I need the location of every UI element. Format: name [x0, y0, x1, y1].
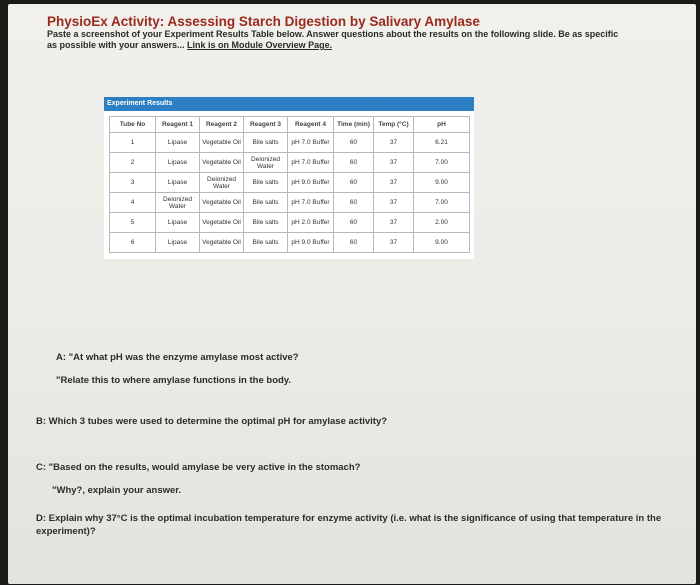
table-cell: Deionized Water: [200, 173, 244, 193]
table-cell: Vegetable Oil: [200, 213, 244, 233]
table-cell: 9.00: [414, 173, 470, 193]
table-row: [110, 193, 470, 213]
table-row: [110, 213, 470, 233]
table-cell: 60: [334, 173, 374, 193]
table-cell: 4: [110, 193, 156, 213]
table-cell: 6: [110, 233, 156, 253]
results-table: [109, 116, 470, 253]
table-cell: 2: [110, 153, 156, 173]
table-cell: Vegetable Oil: [200, 193, 244, 213]
table-cell: pH 7.0 Buffer: [288, 193, 334, 213]
column-header: Reagent 4: [288, 117, 334, 133]
module-overview-link[interactable]: Link is on Module Overview Page.: [187, 40, 333, 50]
column-header: Reagent 1: [156, 117, 200, 133]
table-cell: 1: [110, 133, 156, 153]
table-row: [110, 173, 470, 193]
table-cell: 37: [374, 213, 414, 233]
table-cell: 5: [110, 213, 156, 233]
table-cell: 37: [374, 233, 414, 253]
table-cell: Vegetable Oil: [200, 153, 244, 173]
table-cell: Lipase: [156, 233, 200, 253]
table-cell: Bile salts: [244, 133, 288, 153]
table-cell: pH 7.0 Buffer: [288, 153, 334, 173]
table-header-row: [110, 117, 470, 133]
table-cell: 6.21: [414, 133, 470, 153]
table-cell: Deionized Water: [244, 153, 288, 173]
results-table-title: Experiment Results: [104, 97, 474, 111]
table-cell: 7.00: [414, 193, 470, 213]
table-cell: 60: [334, 213, 374, 233]
table-cell: 37: [374, 153, 414, 173]
table-cell: 37: [374, 173, 414, 193]
table-cell: pH 9.0 Buffer: [288, 233, 334, 253]
instructions-text: Paste a screenshot of your Experiment Results Table below. Answer questions about the results on the following slide. Be as specific as possible with your answers...: [47, 29, 619, 50]
table-row: [110, 233, 470, 253]
table-cell: pH 9.0 Buffer: [288, 173, 334, 193]
table-cell: Lipase: [156, 213, 200, 233]
table-cell: 60: [334, 133, 374, 153]
table-cell: 3: [110, 173, 156, 193]
table-cell: Bile salts: [244, 213, 288, 233]
question-d: D: Explain why 37°C is the optimal incubation temperature for enzyme activity (i.e. what is the significance of using that temperature in the experiment)?: [36, 513, 662, 537]
table-cell: 9.00: [414, 233, 470, 253]
table-cell: pH 2.0 Buffer: [288, 213, 334, 233]
question-a: A: "At what pH was the enzyme amylase most active?: [56, 352, 299, 363]
table-row: [110, 133, 470, 153]
question-a-followup: "Relate this to where amylase functions in the body.: [56, 375, 292, 386]
question-c: C: "Based on the results, would amylase be very active in the stomach?: [36, 462, 361, 473]
table-cell: Lipase: [156, 173, 200, 193]
table-cell: 60: [334, 193, 374, 213]
instructions: [47, 29, 627, 51]
question-b: B: Which 3 tubes were used to determine the optimal pH for amylase activity?: [36, 416, 388, 427]
column-header: Reagent 2: [200, 117, 244, 133]
table-cell: 37: [374, 133, 414, 153]
document-page: [8, 4, 696, 584]
table-cell: 60: [334, 233, 374, 253]
table-cell: 37: [374, 193, 414, 213]
column-header: Temp (°C): [374, 117, 414, 133]
table-cell: 2.00: [414, 213, 470, 233]
table-cell: Bile salts: [244, 233, 288, 253]
question-c-followup: "Why?, explain your answer.: [52, 485, 182, 496]
table-cell: Deionized Water: [156, 193, 200, 213]
column-header: pH: [414, 117, 470, 133]
experiment-results-panel: [104, 97, 474, 259]
table-row: [110, 153, 470, 173]
results-table-body: [104, 111, 474, 259]
table-cell: 7.00: [414, 153, 470, 173]
table-cell: pH 7.0 Buffer: [288, 133, 334, 153]
table-cell: Vegetable Oil: [200, 133, 244, 153]
table-cell: Lipase: [156, 133, 200, 153]
table-cell: 60: [334, 153, 374, 173]
column-header: Tube No: [110, 117, 156, 133]
page-title: PhysioEx Activity: Assessing Starch Digestion by Salivary Amylase: [47, 14, 480, 29]
table-cell: Bile salts: [244, 173, 288, 193]
column-header: Reagent 3: [244, 117, 288, 133]
table-cell: Lipase: [156, 153, 200, 173]
table-cell: Bile salts: [244, 193, 288, 213]
column-header: Time (min): [334, 117, 374, 133]
table-cell: Vegetable Oil: [200, 233, 244, 253]
